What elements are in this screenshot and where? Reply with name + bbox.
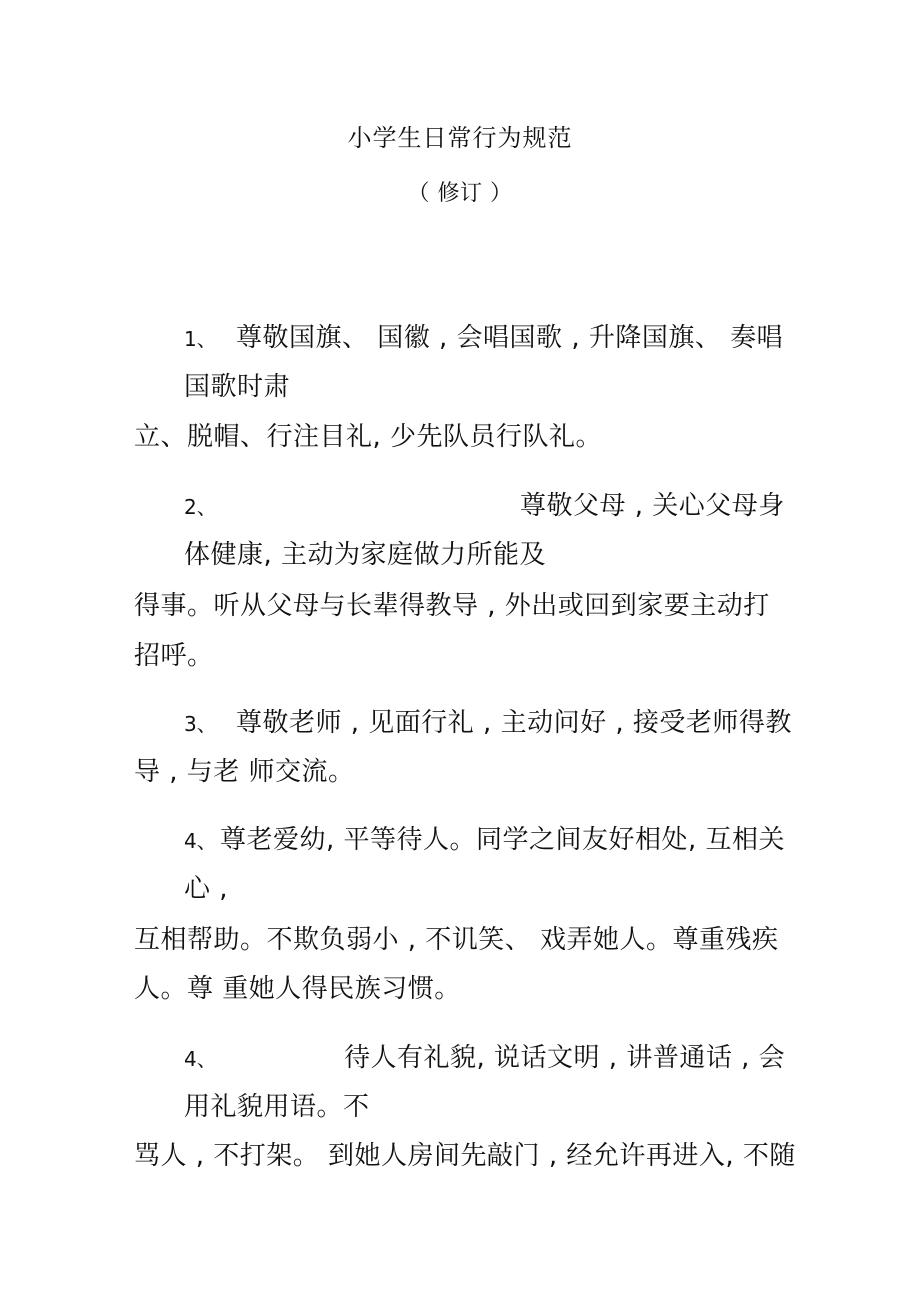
item-number: 1、 [184, 327, 217, 351]
item-text-continuation: 互相帮助。不欺负弱小 , 不讥笑、 戏弄她人。尊重残疾 [134, 925, 779, 955]
item-text-first: 尊敬父母 , 关心父母身 [520, 491, 785, 521]
item-text-continuation: 招呼。 [134, 641, 214, 671]
item-text-second: 国歌时肃 [184, 372, 291, 402]
item-text-second: 用礼貌用语。不 [184, 1092, 370, 1122]
item-number: 4、 [184, 1047, 217, 1071]
item-text-first: 待人有礼貌, 说话文明 , 讲普通话 , 会 [344, 1043, 786, 1073]
item-text-continuation: 得事。听从父母与长辈得教导 , 外出或回到家要主动打 [134, 591, 770, 621]
item-text-first: 尊敬国旗、 国徽 , 会唱国歌 , 升降国旗、 奏唱 [236, 323, 784, 353]
item-text-continuation: 立、脱帽、行注目礼, 少先队员行队礼。 [134, 422, 603, 452]
item-text-continuation: 导 , 与老 师交流。 [134, 757, 355, 787]
document-subtitle: （ 修订 ） [407, 181, 513, 206]
item-text-second: 体健康, 主动为家庭做力所能及 [184, 540, 547, 570]
item-number: 3、 [184, 712, 217, 736]
item-text-first: 尊老爱幼, 平等待人。同学之间友好相处, 互相关 [220, 825, 786, 855]
document-title: 小学生日常行为规范 [347, 124, 573, 152]
item-number: 4、 [184, 829, 217, 853]
item-text-continuation: 人。尊 重她人得民族习惯。 [134, 974, 461, 1004]
item-text-second: 心 , [184, 874, 229, 904]
item-text-first: 尊敬老师 , 见面行礼 , 主动问好 , 接受老师得教 [236, 708, 792, 738]
item-text-continuation: 骂人 , 不打架。 到她人房间先敲门 , 经允许再进入, 不随 [134, 1141, 796, 1171]
item-number: 2、 [184, 495, 217, 519]
